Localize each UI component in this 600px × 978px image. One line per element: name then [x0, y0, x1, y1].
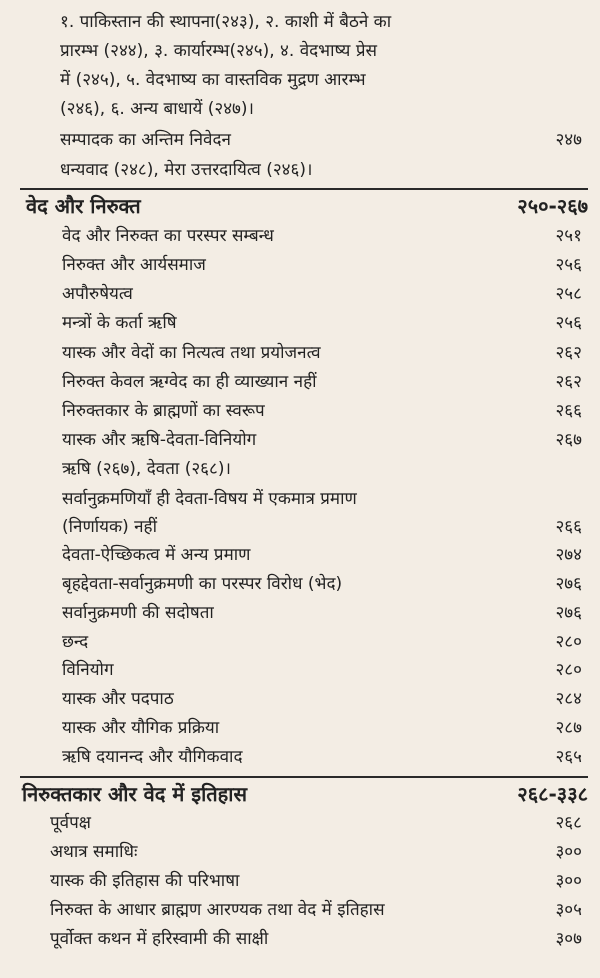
toc-entry [0, 155, 600, 185]
toc-entry-title: निरुक्त के आधार ब्राह्मण आरण्यक तथा वेद में इतिहास [50, 900, 385, 920]
toc-entry-page: २६२ [555, 343, 582, 363]
toc-entry [0, 895, 600, 925]
toc-entry [0, 569, 600, 599]
toc-entry-page: २६५ [555, 747, 582, 767]
toc-entry-title: (निर्णायक) नहीं [62, 517, 157, 537]
toc-entry-title: वेद और निरुक्त का परस्पर सम्बन्ध [62, 226, 274, 246]
toc-entry [0, 221, 600, 251]
toc-entry-title: निरुक्त केवल ऋग्वेद का ही व्याख्यान नहीं [62, 372, 317, 392]
toc-entry-page: २६८ [555, 813, 582, 833]
toc-entry [0, 484, 600, 514]
toc-entry-title: अथात्र समाधिः [50, 842, 138, 862]
section-heading [0, 779, 600, 809]
intro-line: में (२४५), ५. वेदभाष्य का वास्तविक मुद्रण आरम्भ [60, 70, 366, 90]
toc-entry-title: अपौरुषेयत्व [62, 284, 133, 304]
toc-entry-page: २६६ [555, 517, 582, 537]
toc-entry-page: २५६ [555, 255, 582, 275]
toc-entry-title: पूर्वोक्त कथन में हरिस्वामी की साक्षी [50, 929, 269, 949]
toc-entry-title: सर्वानुक्रमणी की सदोषता [62, 603, 214, 623]
toc-entry [0, 837, 600, 867]
toc-entry-page: ३०५ [555, 900, 582, 920]
toc-entry-title: धन्यवाद (२४८), मेरा उत्तरदायित्व (२४६)। [60, 160, 313, 180]
toc-entry-title: सम्पादक का अन्तिम निवेदन [60, 130, 231, 150]
toc-entry-title: यास्क और पदपाठ [62, 689, 174, 709]
toc-entry-title: यास्क और वेदों का नित्यत्व तथा प्रयोजनत्व [62, 343, 321, 363]
toc-entry-title: बृहद्देवता-सर्वानुक्रमणी का परस्पर विरोध (भेद) [62, 574, 343, 594]
toc-entry-page: ३०७ [555, 929, 582, 949]
section-divider [20, 188, 588, 190]
toc-entry-title: यास्क और ऋषि-देवता-विनियोग [62, 430, 257, 450]
toc-entry-title: ऋषि (२६७), देवता (२६८)। [62, 459, 231, 479]
toc-entry [0, 598, 600, 628]
toc-entry-title: ऋषि दयानन्द और यौगिकवाद [62, 747, 243, 767]
toc-entry [0, 425, 600, 455]
section-heading [0, 191, 600, 221]
toc-entry-page: २६६ [555, 401, 582, 421]
intro-line: (२४६), ६. अन्य बाधायें (२४७)। [60, 99, 254, 119]
toc-entry-page: २५१ [555, 226, 582, 246]
toc-entry-title: छन्द [62, 632, 89, 652]
toc-entry [0, 396, 600, 426]
toc-entry [0, 308, 600, 338]
toc-entry-title: पूर्वपक्ष [50, 813, 91, 833]
toc-entry-page: २७४ [555, 545, 582, 565]
toc-entry-page: २६२ [555, 372, 582, 392]
toc-entry [0, 808, 600, 838]
intro-line: प्रारम्भ (२४४), ३. कार्यारम्भ(२४५), ४. वेदभाष्य प्रेस [60, 41, 377, 61]
toc-entry-page: २५८ [555, 284, 582, 304]
section-title: निरुक्तकार और वेद में इतिहास [22, 782, 247, 806]
toc-entry [0, 924, 600, 954]
intro-line: १. पाकिस्तान की स्थापना(२४३), २. काशी में बैठने का [60, 12, 392, 32]
toc-entry [0, 279, 600, 309]
toc-entry-page: २४७ [555, 130, 582, 150]
toc-entry-title: निरुक्तकार के ब्राह्मणों का स्वरूप [62, 401, 265, 421]
toc-entry [0, 338, 600, 368]
toc-entry-title: निरुक्त और आर्यसमाज [62, 255, 206, 275]
toc-entry-page: २८० [555, 632, 582, 652]
toc-entry [0, 627, 600, 657]
toc-entry [0, 125, 600, 155]
toc-entry [0, 367, 600, 397]
section-divider [20, 776, 588, 778]
toc-entry [0, 684, 600, 714]
toc-entry [0, 540, 600, 570]
toc-entry-title: सर्वानुक्रमणियाँ ही देवता-विषय में एकमात्र प्रमाण [62, 489, 357, 509]
toc-entry-title: मन्त्रों के कर्ता ऋषि [62, 313, 177, 333]
section-page-range: २५०-२६७ [517, 194, 588, 218]
toc-entry-page: ३०० [555, 871, 582, 891]
intro-paragraph [60, 8, 572, 124]
toc-entry-page: २६७ [555, 430, 582, 450]
toc-entry-title: यास्क की इतिहास की परिभाषा [50, 871, 240, 891]
toc-entry [0, 655, 600, 685]
toc-entry-page: २७६ [555, 603, 582, 623]
section-page-range: २६८-३३८ [517, 782, 588, 806]
toc-entry-title: यास्क और यौगिक प्रक्रिया [62, 718, 220, 738]
toc-entry-page: २५६ [555, 313, 582, 333]
toc-entry [0, 250, 600, 280]
toc-entry-page: २८४ [555, 689, 582, 709]
toc-entry-title: विनियोग [62, 660, 114, 680]
section-title: वेद और निरुक्त [26, 194, 141, 218]
toc-entry-page: २८७ [555, 718, 582, 738]
toc-entry [0, 512, 600, 542]
toc-entry [0, 454, 600, 484]
toc-entry [0, 742, 600, 772]
toc-entry-page: २८० [555, 660, 582, 680]
toc-entry-page: ३०० [555, 842, 582, 862]
toc-entry [0, 866, 600, 896]
toc-entry [0, 713, 600, 743]
toc-entry-title: देवता-ऐच्छिकत्व में अन्य प्रमाण [62, 545, 251, 565]
toc-entry-page: २७६ [555, 574, 582, 594]
